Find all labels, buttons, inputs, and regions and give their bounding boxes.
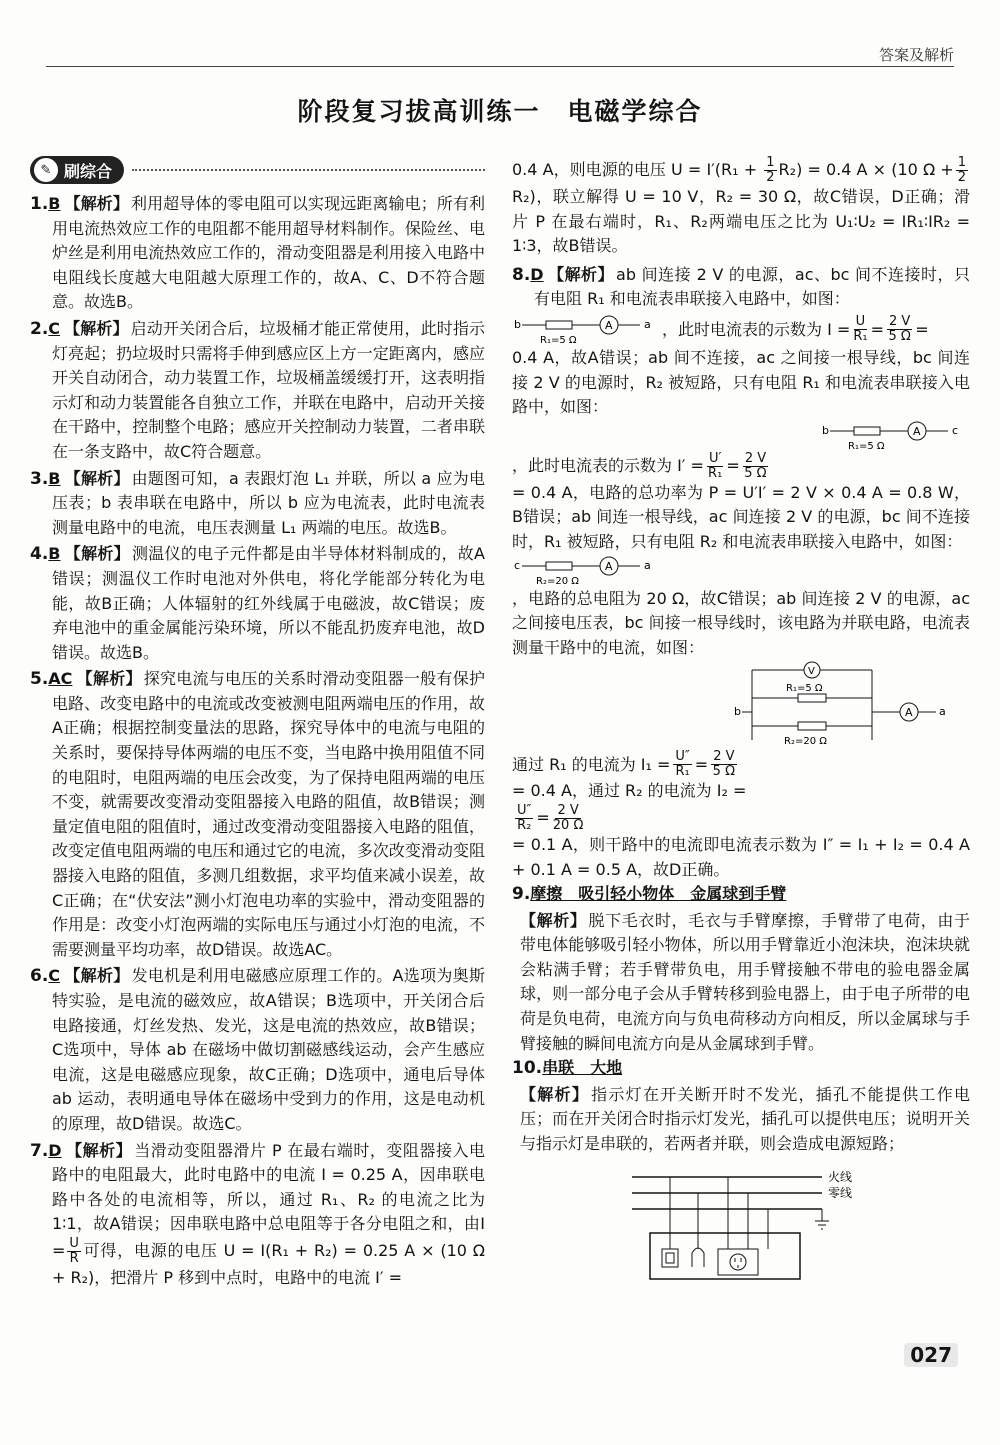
terminal-label: a (644, 558, 651, 572)
ammeter-label: A (913, 424, 921, 438)
fraction-numerator: 2 V (888, 314, 911, 330)
q8-text-g-line: 通过 R₁ 的电流为 I₁ = $\frac{U''}{\text{R₁}}$ = $\frac{2 V}{5 \Omega}$ = 0.4 A，通过 R₂ 的电流为 I₂ = (512, 750, 970, 804)
item-tag: 【解析】 (64, 318, 129, 338)
q8-text-b: ，此时电流表的示数为 I = (662, 319, 851, 339)
item-text: 启动开关闭合后，垃圾桶才能正常使用，此时指示灯亮起；扔垃圾时只需将手伸到感应区上方一定距离内，感应开关自动闭合，动力装置工作，垃圾桶盖缓缓打开，这表明指示灯和动力装置能各自独立工作，并联在电路中，启动开关接在干路中，控制整个电路；感应开关控制动力装置，二者串联在一条支路中，故C符合题意。 (52, 318, 485, 461)
circuit-diagram-r2-ammeter (512, 555, 662, 587)
fraction-denominator: 5 Ω (712, 764, 736, 780)
item-text: 发电机是利用电磁感应原理工作的。A选项为奥斯特实验，是电流的磁效应，故A错误；B选项中，开关闭合后电路接通，灯丝发热、发光，这是电流的热效应，故B错误；C选项中，导体 ab 在磁场中做切割磁感线运动，会产生感应电流，这是电磁感应现象，故C正确；D选项中，通电后导体 ab 运动，表明通电导体在磁场中受到力的作用，这是电动机的原理，故D错误。故选C。 (52, 966, 485, 1133)
section-badge (30, 156, 124, 184)
q7-cont-text-4: R₂)，联立解得 U = 10 V，R₂ = 30 Ω，故C错误，D正确；滑片 P 在最右端时，R₁、R₂两端电压之比为 U₁∶U₂ = IR₁∶IR₂ = 1∶3，故B错误。 (512, 187, 970, 256)
item-text: 利用超导体的零电阻可以实现远距离输电；所有利用电流热效应工作的电阻都不能用超导材料制作。保险丝、电炉丝是利用电流热效应工作的，滑动变阻器是利用接入电路中电阻线长度越大电阻越大原理工作的，故A、C、D不符合题意。故选B。 (52, 194, 485, 312)
q8-circuit-2-line (512, 420, 970, 452)
left-column (30, 152, 485, 1293)
resistor-label: R₁=5 Ω (540, 334, 577, 346)
answer-item-4 (30, 542, 485, 665)
item-tag: 【解析】 (65, 1140, 133, 1160)
ammeter-label: A (605, 559, 613, 573)
outlet-icon (718, 1249, 758, 1275)
item-text: 测温仪的电子元件都是由半导体材料制成的，故A错误；测温仪工作时电池对外供电，将化学能部分转化为电能，故B正确；人体辐射的红外线属于电磁波，故C错误；废弃电池中的重金属能污染环境，所以不能乱扔废弃电池，故D错误。故选B。 (52, 544, 485, 662)
fraction-denominator: R₁ (708, 465, 723, 481)
item-number: 5. (30, 669, 49, 690)
item-tag: 【解析】 (64, 194, 129, 213)
item-answer: C (48, 966, 61, 986)
fraction-denominator: R (69, 1250, 79, 1266)
ammeter-label: A (605, 318, 613, 332)
item-tag: 【解析】 (64, 966, 130, 986)
fraction-numerator: U (855, 314, 866, 330)
fraction (711, 750, 736, 779)
resistor-label: R₂=20 Ω (784, 736, 827, 748)
fraction-numerator: U″ (517, 802, 532, 818)
fraction-half-2 (956, 156, 968, 185)
item-tag: 【解析】 (547, 264, 615, 284)
fraction-numerator: 2 V (713, 749, 735, 765)
item-text: 脱下毛衣时，毛衣与手臂摩擦，手臂带了电荷，由于带电体能够吸引轻小物体，所以用手臂靠近小泡沫块，泡沫块就会粘满手臂；若手臂带负电，用手臂接触不带电的验电器金属球，则一部分电子会从手臂转移到验电器上，由于电子所带的电荷是负电荷，电流方向与负电荷移动方向相反，所以金属球与手臂接触的瞬间电流方向是从金属球到手臂。 (520, 910, 970, 1053)
q8-text-i: = 0.1 A，则干路中的电流即电流表示数为 I″ = I₁ + I₂ = 0.4 A + 0.1 A = 0.5 A，故D正确。 (512, 834, 970, 879)
fraction-denominator: 2 (766, 170, 775, 185)
item-text: 当滑动变阻器滑片 P 在最右端时，变阻器接入电路中的电阻最大，此时电路中的电流 I = 0.25 A，因串联电路中各处的电流相等，所以，通过 R₁、R₂ 的电流之比为1∶1，故A错误；因串联电路中总电阻等于各分电阻之和，由I = (52, 1140, 485, 1260)
item-answer: 串联 大地 (542, 1058, 623, 1078)
socket-wiring-diagram (622, 1163, 882, 1283)
q8-text-h: = 0.4 A，通过 R₂ 的电流为 I₂ = (512, 781, 747, 801)
voltmeter-label: V (808, 666, 815, 678)
q8-text-g: 通过 R₁ 的电流为 I₁ = (512, 754, 671, 774)
fraction-denominator: 20 Ω (552, 817, 584, 833)
item-text: 探究电流与电压的关系时滑动变阻器一般有保护电路、改变电路中的电流或改变被测电阻两端电压的作用，故A正确；根据控制变量法的思路，探究导体中的电流与电阻的关系时，要保持导体两端的电压不变，当电路中换用阻值不同的电阻时，电阻两端的电压会改变，为了保持电阻两端的电压不变，就需要改变滑动变阻器接入电路的阻值，故B错误；测量定值电阻的阻值时，通过改变滑动变阻器接入电路的阻值，改变定值电阻两端的电压和通过它的电流，多次改变滑动变阻器接入电路的阻值，多测几组数据，求平均值来减小误差，故C正确；在“伏安法”测小灯泡电功率的实验中，滑动变阻器的作用是：改变小灯泡两端的实际电压与通过小灯泡的电流，不需要测量平均功率，故D错误。故选AC。 (52, 669, 485, 959)
resistor-symbol (854, 427, 880, 435)
item-number: 6. (30, 966, 49, 987)
section-badge-label: 刷综合 (64, 161, 113, 181)
item-number: 8. (512, 264, 531, 285)
terminal-label: b (822, 423, 829, 437)
item-number: 2. (30, 318, 49, 339)
resistor-label: R₂=20 Ω (536, 575, 579, 587)
terminal-label: c (514, 558, 521, 572)
item-number: 1. (30, 194, 49, 214)
fraction-denominator: 5 Ω (744, 465, 767, 481)
fraction-numerator: 1 (957, 155, 966, 170)
item-answer: C (48, 318, 61, 338)
q8-text-c: 0.4 A，故A错误；ab 间不连接，ac 之间接一根导线，bc 间连接 2 V 的电源时，R₂ 被短路，只有电阻 R₁ 和电流表串联接入电路中，如图： (512, 347, 970, 417)
book-icon: ✎ (34, 158, 58, 182)
item-tag: 【解析】 (64, 544, 130, 564)
item-text: 由题图可知，a 表跟灯泡 L₁ 并联，所以 a 应为电压表；b 表串联在电路中，所以 b 应为电流表，此时电流表测量电路中的电流，电压表测量 L₁ 两端的电压。故选B。 (52, 468, 485, 537)
header-rule (46, 66, 954, 67)
item-text: ab 间连接 2 V 的电源，ac、bc 间不连接时，只有电阻 R₁ 和电流表串联接入电路中，如图： (534, 264, 970, 309)
page-title: 阶段复习拔高训练一 电磁学综合 (297, 97, 703, 126)
terminal-label: a (644, 317, 651, 331)
answer-item-8 (512, 263, 970, 312)
fraction (673, 750, 691, 779)
item-tag: 【解析】 (520, 910, 587, 930)
item-answer: D (530, 264, 544, 284)
item-answer: B (48, 468, 61, 488)
header-corner-label: 答案及解析 (878, 46, 954, 64)
q8-text-f: ，电路的总电阻为 20 Ω，故C错误；ab 间连接 2 V 的电源，ac 之间接电压表，bc 间接一根导线时，该电路为并联电路，电流表测量干路中的电流，如图： (512, 588, 970, 657)
right-column (512, 156, 970, 1283)
item-answer: 摩擦 吸引轻小物体 金属球到手臂 (530, 884, 787, 904)
terminal-label: c (952, 423, 959, 437)
item-number: 4. (30, 544, 49, 565)
item-text-cont: 可得，电源的电压 U = I(R₁ + R₂) = 0.25 A × (10 Ω + R₂)，把滑片 P 移到中点时，电路中的电流 I′ = (52, 1240, 485, 1287)
section-divider (132, 169, 485, 171)
neutral-wire-label: 零线 (828, 1185, 853, 1200)
resistor-symbol (546, 562, 572, 570)
ammeter-label: A (905, 706, 913, 720)
resistor-label: R₁=5 Ω (848, 440, 885, 452)
circuit-diagram-r1-ammeter-bc (820, 420, 970, 452)
item-answer: B (48, 194, 61, 213)
fraction-numerator: U (69, 1235, 79, 1251)
fraction-numerator: 1 (766, 155, 775, 170)
indicator-lamp-icon (692, 1248, 704, 1267)
live-wire-label: 火线 (828, 1169, 853, 1184)
fraction-denominator: 2 (957, 170, 966, 185)
item-answer: D (48, 1140, 62, 1160)
answer-item-5 (30, 667, 485, 962)
item-number: 7. (30, 1140, 49, 1161)
socket-board (650, 1233, 800, 1279)
fraction-numerator: 2 V (557, 802, 579, 818)
q8-circuit-1-line: b A a R₁=5 Ω ，此时电流表的示数为 I = $\frac{U}{\text{R₁}}$ = $\frac{2 V}{5 \Omega}$ = (514, 314, 929, 346)
q8-text-e: = 0.4 A，电路的总功率为 P = U′I′ = 2 V × 0.4 A = 0.8 W，B错误；ab 间连一根导线，ac 间连接 2 V 的电源，bc 间不连接时，R₁ 被短路，只有电阻 R₂ 和电流表串联接入电路中，如图： (512, 482, 970, 551)
q10-analysis (512, 1083, 970, 1157)
terminal-label: b (514, 317, 521, 331)
item-tag: 【解析】 (520, 1084, 590, 1104)
item-tag: 【解析】 (76, 669, 142, 689)
fraction-denominator: 5 Ω (888, 329, 911, 345)
fraction-numerator: 2 V (744, 450, 767, 466)
resistor-label: R₁=5 Ω (786, 683, 823, 695)
item-tag: 【解析】 (64, 468, 130, 488)
fraction-denominator: R₁ (853, 329, 868, 345)
fraction (887, 315, 912, 344)
resistor-symbol (546, 321, 572, 329)
answer-item-10 (512, 1056, 970, 1081)
fraction-numerator: U′ (708, 450, 722, 466)
item-number: 10. (512, 1058, 543, 1079)
fraction (515, 804, 533, 833)
q7-cont-text-1: 0.4 A，则电源的电压 U = I′(R₁ + (512, 160, 758, 179)
fraction-numerator: U″ (675, 749, 690, 765)
section-header (30, 152, 485, 188)
switch-icon (662, 1249, 678, 1267)
fraction-denominator: R₂ (517, 817, 532, 833)
resistor-r2 (798, 722, 826, 730)
item-number: 9. (512, 884, 531, 905)
fraction (743, 452, 768, 481)
fraction-denominator: R₁ (675, 764, 690, 780)
fraction (553, 804, 584, 833)
item-answer: B (48, 544, 61, 564)
q7-continuation (512, 156, 970, 259)
circuit-diagram-r1-ammeter (512, 314, 662, 346)
terminal-label: b (734, 705, 741, 719)
terminal-label: a (939, 705, 946, 719)
fraction (707, 452, 723, 481)
page-number: 027 (904, 1343, 958, 1367)
answer-item-7 (30, 1139, 485, 1291)
item-text: 指示灯在开关断开时不发光，插孔不能提供工作电压；而在开关闭合时指示灯发光，插孔可以提供电压；说明开关与指示灯是串联的，若两者并联，则会造成电源短路； (520, 1084, 970, 1154)
q8-text-h-line: $\frac{U''}{\text{R₂}}$ = $\frac{2 V}{20 \Omega}$ = 0.1 A，则干路中的电流即电流表示数为 I″ = I₁ + I₂ = 0.4 A + 0.1 A = 0.5 A，故D正确。 (512, 804, 970, 882)
q8-text-d-line: ，此时电流表的示数为 I′ = $\frac{U'}{\text{R₁}}$ = $\frac{2 V}{5 \Omega}$ (512, 450, 767, 481)
q9-analysis (512, 909, 970, 1057)
q7-cont-text-3: (10 Ω + (891, 160, 954, 179)
item-answer: AC (48, 669, 73, 689)
answer-item-2 (30, 317, 485, 465)
fraction-half (764, 156, 776, 185)
fraction (67, 1237, 81, 1266)
answer-item-1 (30, 192, 485, 315)
answer-item-9 (512, 882, 970, 907)
circuit-diagram-parallel (732, 660, 952, 750)
answer-item-3 (30, 467, 485, 541)
answer-item-6 (30, 964, 485, 1136)
fraction (853, 315, 867, 344)
resistor-r1 (798, 694, 826, 702)
item-number: 3. (30, 468, 49, 489)
q7-cont-text-2: R₂) = 0.4 A × (778, 160, 887, 179)
q8-text-d: ，此时电流表的示数为 I′ = (512, 455, 704, 475)
